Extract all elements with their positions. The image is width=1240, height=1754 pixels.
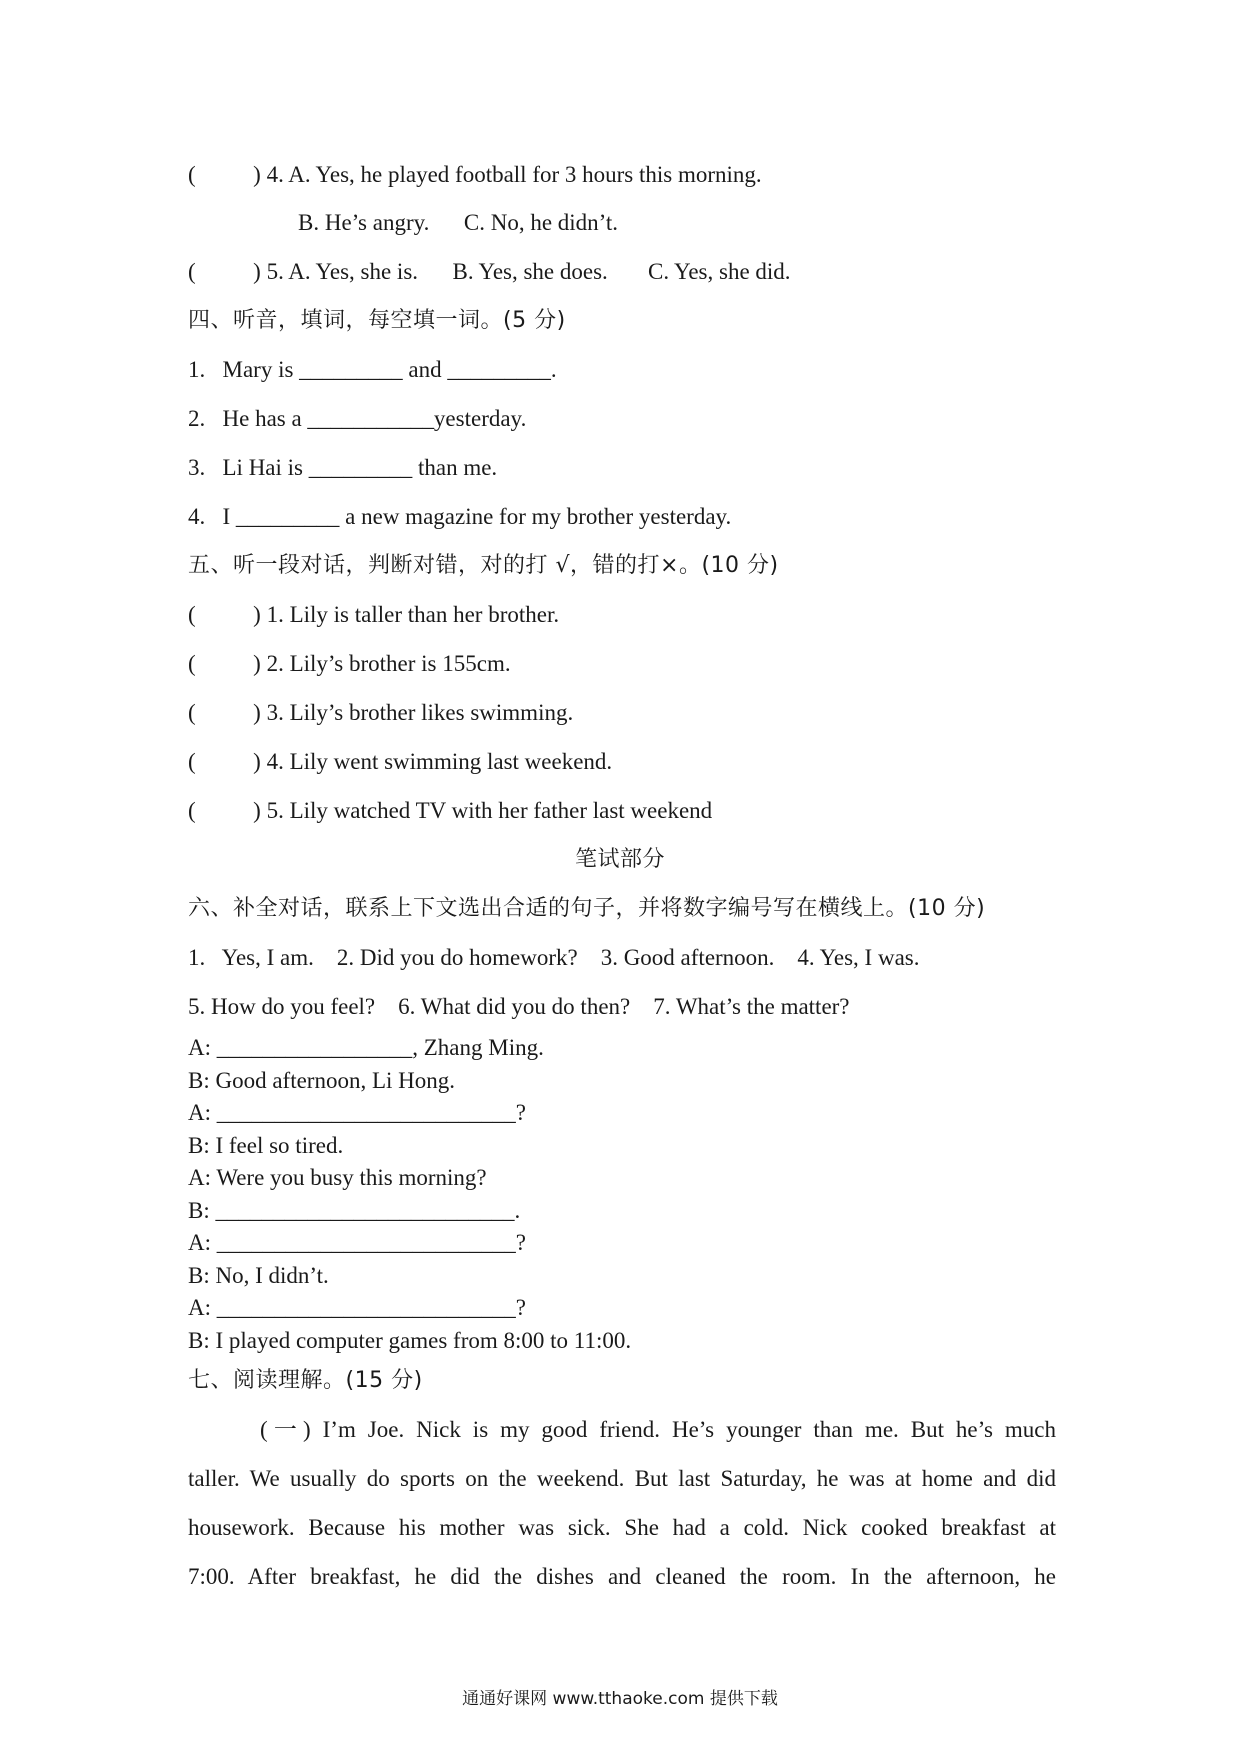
passage-line-1: (一) I’m Joe. Nick is my good friend. He’s younger than me. But he’s much (260, 1417, 1056, 1442)
section4-item-3: 3. Li Hai is _________ than me. (188, 455, 498, 480)
section4-item-2: 2. He has a ___________yesterday. (188, 406, 527, 431)
written-part-title: 笔试部分 (574, 847, 665, 872)
dialogue-line-8: B: No, I didn’t. (188, 1263, 329, 1288)
dialogue-line-2: B: Good afternoon, Li Hong. (188, 1068, 456, 1093)
dialogue-line-9: A: __________________________? (188, 1295, 526, 1320)
section5-item-3: ( ) 3. Lily’s brother likes swimming. (188, 700, 574, 725)
section5-item-2: ( ) 2. Lily’s brother is 155cm. (188, 651, 511, 676)
dialogue-line-1: A: _________________, Zhang Ming. (188, 1035, 544, 1060)
section5-heading: 五、听一段对话，判断对错，对的打 √，错的打×。(10 分) (188, 553, 779, 578)
section5-item-4: ( ) 4. Lily went swimming last weekend. (188, 749, 613, 774)
dialogue-line-10: B: I played computer games from 8:00 to 11:00. (188, 1328, 632, 1353)
section5-item-5: ( ) 5. Lily watched TV with her father last weekend (188, 798, 713, 823)
page-footer: 通通好课网 www.tthaoke.com 提供下载 (462, 1689, 778, 1709)
q3-5-options: ( ) 5. A. Yes, she is. B. Yes, she does. C. Yes, she did. (188, 259, 791, 284)
dialogue-line-3: A: __________________________? (188, 1100, 526, 1125)
dialogue-line-4: B: I feel so tired. (188, 1133, 344, 1158)
dialogue-line-7: A: __________________________? (188, 1230, 526, 1255)
passage-line-4: 7:00. After breakfast, he did the dishes and cleaned the room. In the afternoon, he (188, 1564, 1056, 1589)
dialogue-line-5: A: Were you busy this morning? (188, 1165, 487, 1190)
section6-options-line-2: 5. How do you feel? 6. What did you do then? 7. What’s the matter? (188, 994, 850, 1019)
section4-item-1: 1. Mary is _________ and _________. (188, 357, 557, 382)
dialogue-line-6: B: __________________________. (188, 1198, 521, 1223)
section4-heading: 四、听音，填词，每空填一词。(5 分) (188, 308, 566, 333)
q3-4-option-a: ( ) 4. A. Yes, he played football for 3 hours this morning. (188, 162, 762, 187)
section6-options-line-1: 1. Yes, I am. 2. Did you do homework? 3. Good afternoon. 4. Yes, I was. (188, 945, 920, 970)
passage-line-2: taller. We usually do sports on the weekend. But last Saturday, he was at home and did (188, 1466, 1056, 1491)
section4-item-4: 4. I _________ a new magazine for my brother yesterday. (188, 504, 732, 529)
section7-heading: 七、阅读理解。(15 分) (188, 1368, 423, 1393)
q3-4-options-bc: B. He’s angry. C. No, he didn’t. (298, 210, 619, 235)
section6-heading: 六、补全对话，联系上下文选出合适的句子，并将数字编号写在横线上。(10 分) (188, 896, 986, 921)
section5-item-1: ( ) 1. Lily is taller than her brother. (188, 602, 560, 627)
reading-passage (188, 1405, 1056, 1601)
passage-line-3: housework. Because his mother was sick. She had a cold. Nick cooked breakfast at (188, 1515, 1056, 1540)
